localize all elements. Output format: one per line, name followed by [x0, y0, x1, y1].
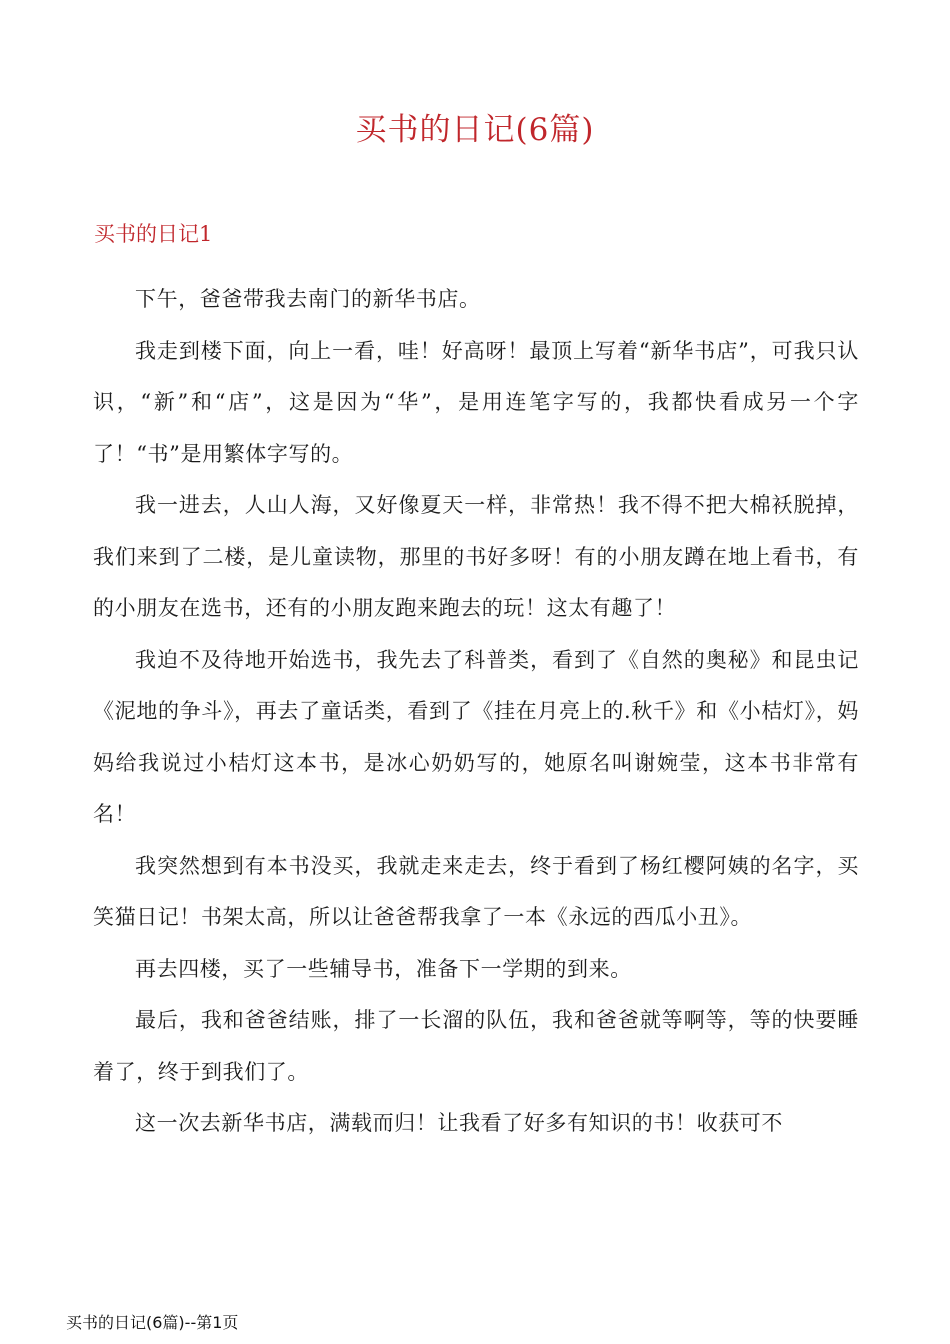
document-title: 买书的日记(6篇) — [355, 112, 595, 148]
paragraph: 我迫不及待地开始选书，我先去了科普类，看到了《自然的奥秘》和昆虫记《泥地的争斗》，再去了童话类，看到了《挂在月亮上的.秋千》和《小桔灯》，妈妈给我说过小桔灯这本书，是冰心奶奶写的，她原名叫谢婉莹，这本书非常有名！ — [93, 647, 859, 826]
paragraph: 再去四楼，买了一些辅导书，准备下一学期的到来。 — [135, 956, 632, 981]
paragraph: 下午，爸爸带我去南门的新华书店。 — [135, 287, 481, 311]
paragraph: 我突然想到有本书没买，我就走来走去，终于看到了杨红樱阿姨的名字，买笑猫日记！书架太高，所以让爸爸帮我拿了一本《永远的西瓜小丑》。 — [93, 853, 859, 929]
paragraph: 我一进去，人山人海，又好像夏天一样，非常热！我不得不把大棉袄脱掉，我们来到了二楼，是儿童读物，那里的书好多呀！有的小朋友蹲在地上看书，有的小朋友在选书，还有的小朋友跑来跑去的玩！这太有趣了！ — [93, 493, 859, 620]
page-footer: 买书的日记(6篇)--第1页 — [66, 1313, 239, 1332]
paragraph: 这一次去新华书店，满载而归！让我看了好多有知识的书！收获可不 — [135, 1111, 783, 1135]
paragraph: 最后，我和爸爸结账，排了一长溜的队伍，我和爸爸就等啊等，等的快要睡着了，终于到我们了。 — [93, 1008, 859, 1084]
document-body — [93, 274, 859, 1150]
section-heading: 买书的日记1 — [94, 222, 213, 246]
paragraph: 我走到楼下面，向上一看，哇！好高呀！最顶上写着“新华书店”，可我只认识，“新”和“店”，这是因为“华”，是用连笔字写的，我都快看成另一个字了！“书”是用繁体字写的。 — [93, 338, 859, 466]
